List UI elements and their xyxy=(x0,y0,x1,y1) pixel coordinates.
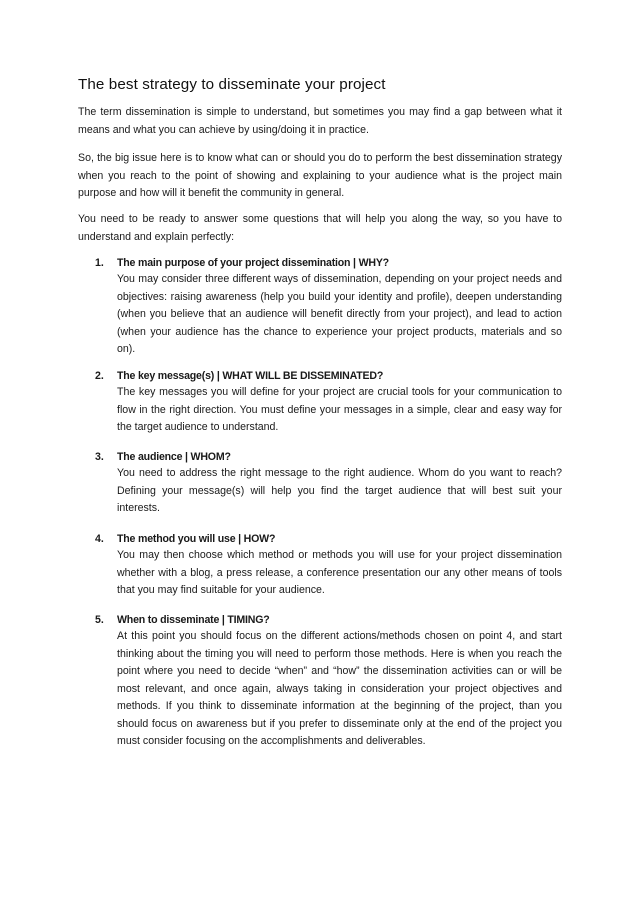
item-heading: The audience | WHOM? xyxy=(117,451,231,463)
item-body: The key messages you will define for your project are crucial tools for your communication to flow in the right direction. You must define your messages in a simple, clear and easy way for the target audience to understand. xyxy=(117,386,562,433)
item-heading: The key message(s) | WHAT WILL BE DISSEMINATED? xyxy=(117,370,384,382)
item-body: You need to address the right message to the right audience. Whom do you want to reach? Defining your message(s) will help you find the target audience that will best suit your interests. xyxy=(117,467,562,514)
issue-paragraph: So, the big issue here is to know what can or should you do to perform the best dissemination strategy when you reach to the point of showing and explaining to your audience what is the project main purpose and how will it benefit the community in general. xyxy=(78,152,562,199)
item-number: 1. xyxy=(95,257,104,269)
intro-paragraph: The term dissemination is simple to understand, but sometimes you may find a gap between what it means and what you can achieve by using/doing it in practice. xyxy=(78,106,562,136)
item-body: You may then choose which method or methods you will use for your project dissemination whether with a blog, a press release, a conference presentation our any other means of tools that you may find suitable for your audience. xyxy=(117,549,562,596)
item-heading: The main purpose of your project dissemination | WHY? xyxy=(117,257,389,269)
questions-paragraph: You need to be ready to answer some questions that will help you along the way, so you have to understand and explain perfectly: xyxy=(78,213,562,243)
item-body: At this point you should focus on the different actions/methods chosen on point 4, and start thinking about the timing you will need to perform those methods. Here is when you reach the point where you need to decide “when” and “how” the dissemination activities can or will be most relevant, and once again, always taking in consideration your project objectives and methods. If you think to disseminate information at the beginning of the project, than you should focus on awareness but if you prefer to disseminate only at the end of the project you must consider focusing on the accomplishments and deliverables. xyxy=(117,630,562,747)
item-number: 2. xyxy=(95,370,104,382)
document-title: The best strategy to disseminate your project xyxy=(78,76,386,93)
item-heading: When to disseminate | TIMING? xyxy=(117,614,270,626)
item-number: 3. xyxy=(95,451,104,463)
item-body: You may consider three different ways of dissemination, depending on your project needs and objectives: raising awareness (help you build your identity and profile), deepen understanding (when you believe that an audience will benefit directly from your project), and lead to action (when your audience has the chance to experience your project products, materials and so on). xyxy=(117,273,562,355)
item-number: 4. xyxy=(95,533,104,545)
item-number: 5. xyxy=(95,614,104,626)
item-heading: The method you will use | HOW? xyxy=(117,533,276,545)
